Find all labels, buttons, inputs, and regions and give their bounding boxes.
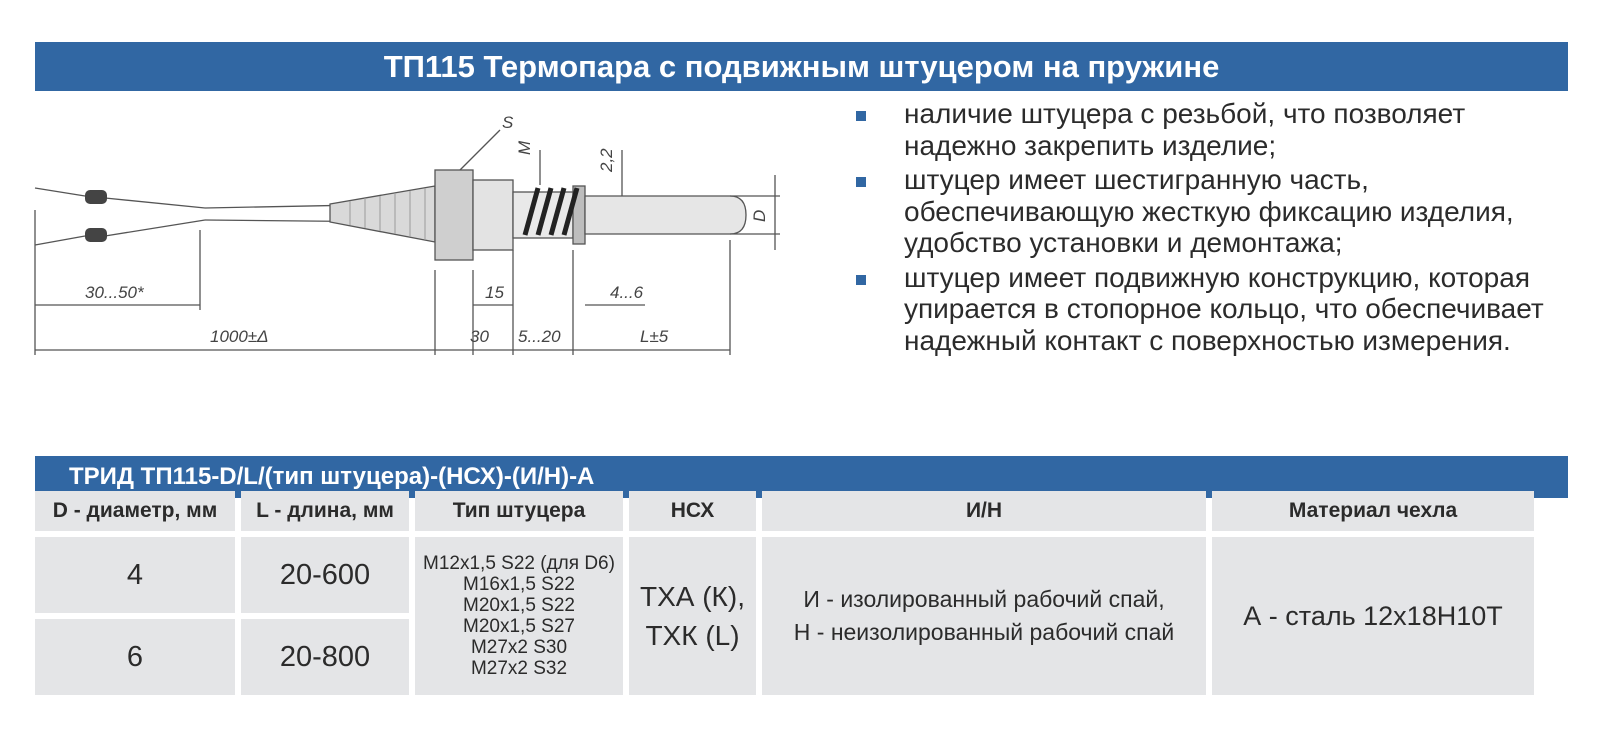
page-title-bar <box>35 42 1568 91</box>
cell-l-row1: 20-600 <box>241 537 409 613</box>
label-thread: 15 <box>485 283 504 302</box>
feature-list <box>850 98 1570 359</box>
label-fitting: 30 <box>470 327 489 346</box>
header-in: И/Н <box>762 491 1206 531</box>
bullet-icon <box>856 177 866 187</box>
cell-d-row1: 4 <box>35 537 235 613</box>
label-m: M <box>515 140 534 155</box>
bullet-icon <box>856 111 866 121</box>
fitting-item: M12x1,5 S22 (для D6) <box>423 553 615 574</box>
cell-l-row2: 20-800 <box>241 619 409 695</box>
bullet-icon <box>856 275 866 285</box>
page-title: ТП115 Термопара с подвижным штуцером на пружине <box>383 48 1220 84</box>
thermocouple-drawing <box>30 100 820 390</box>
wire-end-2 <box>85 228 107 242</box>
cell-in <box>762 537 1206 695</box>
fitting-item: M27x2 S32 <box>470 658 568 679</box>
fitting-item: M16x1,5 S22 <box>463 574 575 595</box>
label-d: D <box>750 209 769 222</box>
feature-item: штуцер имеет шестигранную часть, обеспечивающую жесткую фиксацию изделия, удобство установки и демонтажа; <box>850 164 1570 259</box>
cell-nsx <box>629 537 756 695</box>
label-tip: 4...6 <box>610 283 644 302</box>
header-diameter: D - диаметр, мм <box>35 491 235 531</box>
fitting-item: M20x1,5 S27 <box>463 616 575 637</box>
fitting-item: M20x1,5 S22 <box>463 595 575 616</box>
feature-item: штуцер имеет подвижную конструкцию, которая упирается в стопорное кольцо, что обеспечивает надежный контакт с поверхностью измерения. <box>850 262 1570 357</box>
label-length: L±5 <box>640 327 669 346</box>
header-material: Материал чехла <box>1212 491 1534 531</box>
header-length: L - длина, мм <box>241 491 409 531</box>
label-wire-len: 30...50* <box>85 283 144 302</box>
in-item: Н - неизолированный рабочий спай <box>793 619 1175 645</box>
in-item: И - изолированный рабочий спай, <box>803 586 1165 612</box>
cell-material: А - сталь 12х18Н10Т <box>1212 537 1534 695</box>
label-total: 1000±Δ <box>210 327 269 346</box>
fitting-item: M27x2 S30 <box>470 637 568 658</box>
header-nsx: НСХ <box>629 491 756 531</box>
model-code: ТРИД ТП115-D/L/(тип штуцера)-(НСХ)-(И/Н)-А <box>69 463 595 490</box>
nsx-item: ТХА (К), <box>640 581 745 612</box>
label-spring: 5...20 <box>518 327 561 346</box>
cell-fittings <box>415 537 623 695</box>
wire-end-1 <box>85 190 107 204</box>
label-gap: 2,2 <box>597 148 616 172</box>
nsx-item: ТХК (L) <box>645 620 740 651</box>
label-s: S <box>502 113 514 132</box>
cell-d-row2: 6 <box>35 619 235 695</box>
header-fitting: Тип штуцера <box>415 491 623 531</box>
feature-item: наличие штуцера с резьбой, что позволяет надежно закрепить изделие; <box>850 98 1570 161</box>
